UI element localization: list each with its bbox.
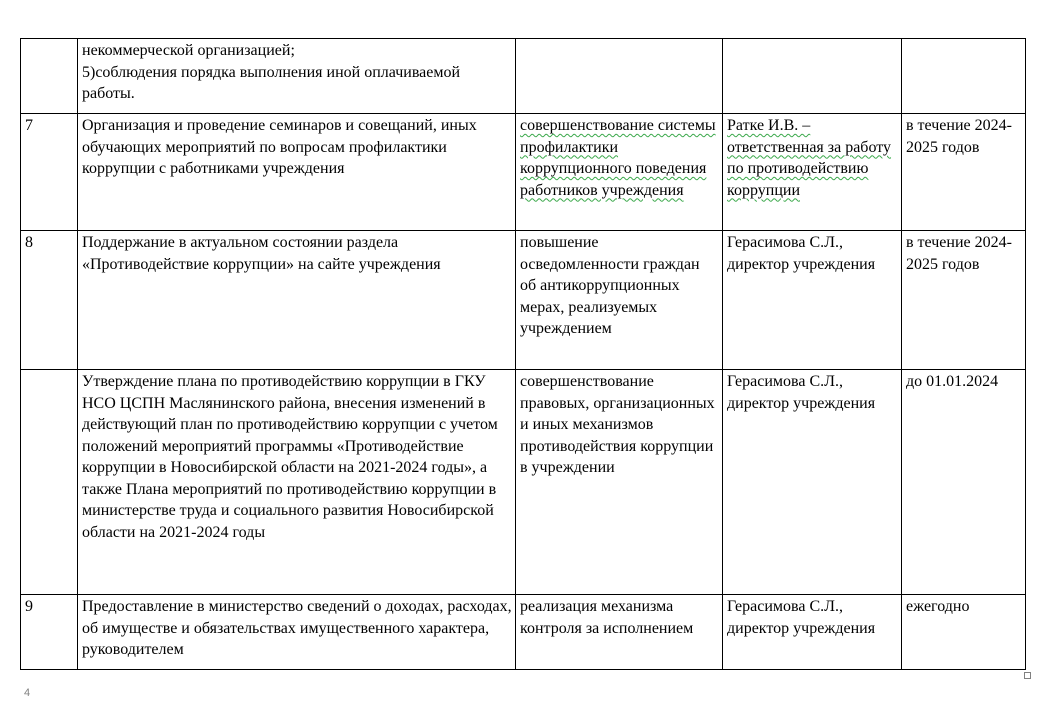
deadline-cell: в течение 2024-2025 годов [902, 114, 1026, 231]
row-number [21, 370, 78, 595]
table-resize-handle-icon[interactable] [1024, 672, 1031, 679]
result-cell [516, 39, 723, 114]
table-row [21, 231, 1026, 370]
row-number: 9 [21, 595, 78, 670]
table-row [21, 39, 1026, 114]
responsible-cell: Герасимова С.Л., директор учреждения [723, 595, 902, 670]
result-cell: реализация механизма контроля за исполнением [516, 595, 723, 670]
row-number [21, 39, 78, 114]
row-number: 7 [21, 114, 78, 231]
responsible-cell: Ратке И.В. – ответственная за работу по противодействию коррупции [723, 114, 902, 231]
activity-cell: Утверждение плана по противодействию коррупции в ГКУ НСО ЦСПН Маслянинского района, внесения изменений в действующий план по противодействию коррупции с учетом положений мероприятий программы «Противодействие коррупции в Новосибирской области на 2021-2024 годы», а также Плана мероприятий по противодействию коррупции в министерстве труда и социального развития Новосибирской области на 2021-2024 годы [78, 370, 516, 595]
result-cell: совершенствование правовых, организационных и иных механизмов противодействия коррупции в учреждении [516, 370, 723, 595]
table-row [21, 370, 1026, 595]
activity-cell: некоммерческой организацией; 5)соблюдения порядка выполнения иной оплачиваемой работы. [78, 39, 516, 114]
responsible-cell: Герасимова С.Л., директор учреждения [723, 231, 902, 370]
deadline-cell: до 01.01.2024 [902, 370, 1026, 595]
activity-cell: Организация и проведение семинаров и совещаний, иных обучающих мероприятий по вопросам профилактики коррупции с работниками учреждения [78, 114, 516, 231]
result-cell: совершенствование системы профилактики коррупционного поведения работников учреждения [516, 114, 723, 231]
activity-cell: Предоставление в министерство сведений о доходах, расходах, об имуществе и обязательствах имущественного характера, руководителем [78, 595, 516, 670]
deadline-cell: ежегодно [902, 595, 1026, 670]
table-row [21, 114, 1026, 231]
deadline-cell: в течение 2024-2025 годов [902, 231, 1026, 370]
deadline-cell [902, 39, 1026, 114]
responsible-cell: Герасимова С.Л., директор учреждения [723, 370, 902, 595]
measures-table [20, 38, 1026, 670]
table-row [21, 595, 1026, 670]
responsible-cell [723, 39, 902, 114]
activity-cell: Поддержание в актуальном состоянии раздела «Противодействие коррупции» на сайте учреждения [78, 231, 516, 370]
row-number: 8 [21, 231, 78, 370]
page-number: 4 [24, 687, 31, 699]
result-cell: повышение осведомленности граждан об антикоррупционных мерах, реализуемых учреждением [516, 231, 723, 370]
